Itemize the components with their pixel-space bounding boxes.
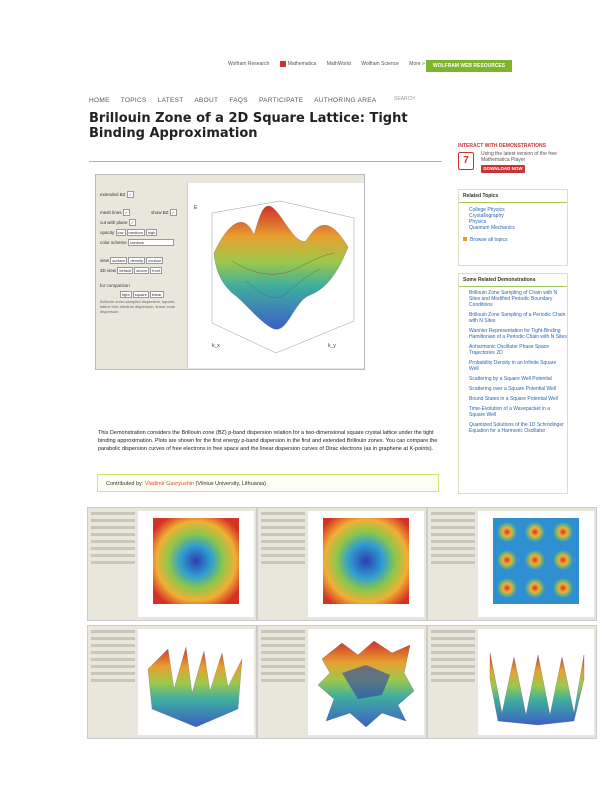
- related-demo-link[interactable]: Scattering by a Square Well Potential: [469, 376, 552, 382]
- view-density-button[interactable]: density: [130, 258, 144, 263]
- top-link-wolfram-science[interactable]: Wolfram Science: [361, 61, 399, 68]
- related-demonstrations-box: [458, 273, 568, 494]
- related-demos-heading: Some Related Demonstrations: [459, 274, 567, 287]
- nav-topics[interactable]: TOPICS: [120, 97, 147, 104]
- compare-note: Brillouin zone-sampled dispersion, square-lattice free-electron dispersion, linear cone dispersion: [100, 299, 176, 314]
- snapshot-thumbnail-6[interactable]: [427, 625, 597, 739]
- snapshot-thumbnail-5[interactable]: [257, 625, 427, 739]
- opacity-low-button[interactable]: low: [117, 230, 124, 235]
- contributed-by: [97, 474, 439, 492]
- nav-home[interactable]: HOME: [89, 97, 110, 104]
- axis-label-kx: k_x: [212, 343, 220, 349]
- search-input[interactable]: SEARCH: [394, 96, 415, 102]
- nav-about[interactable]: ABOUT: [194, 97, 219, 104]
- page-title: Brillouin Zone of a 2D Square Lattice: Tight Binding Approximation: [89, 111, 408, 141]
- interact-promo: [458, 143, 564, 178]
- viewpoint-control: 3D view default above front: [100, 268, 161, 273]
- title-divider: [89, 161, 442, 162]
- thumb-controls: [431, 630, 475, 686]
- viewpoint-above-button[interactable]: above: [136, 268, 148, 273]
- author-link[interactable]: Vladimir Gavryushin: [144, 481, 195, 487]
- contributed-label: Contributed by:: [106, 481, 144, 487]
- thumb-controls: [91, 512, 135, 568]
- snapshot-thumbnail-4[interactable]: [87, 625, 257, 739]
- top-link-mathworld[interactable]: MathWorld: [326, 61, 351, 68]
- download-now-button[interactable]: DOWNLOAD NOW: [481, 165, 525, 173]
- interact-text: Using the latest version of the free Mathematica Player: [481, 151, 557, 163]
- topic-link[interactable]: Quantum Mechanics: [469, 225, 515, 231]
- opacity-high-button[interactable]: high: [147, 230, 156, 235]
- viewpoint-front-button[interactable]: front: [152, 268, 161, 273]
- snapshot-thumbnail-3[interactable]: [427, 507, 597, 621]
- surface-plot-6: [478, 629, 594, 735]
- wolfram-web-resources-button[interactable]: WOLFRAM WEB RESOURCES: [426, 60, 512, 72]
- compare-control: [120, 291, 165, 298]
- dispersion-surface-svg: [188, 183, 364, 368]
- view-contour-button[interactable]: contour: [148, 258, 162, 263]
- viewpoint-default-button[interactable]: default: [119, 268, 132, 273]
- compare-tight-button[interactable]: tight: [122, 292, 130, 297]
- thumb-plot: [308, 629, 424, 735]
- opacity-medium-button[interactable]: medium: [128, 230, 143, 235]
- thumb-controls: [261, 630, 305, 686]
- related-demo-link[interactable]: Quantized Solutions of the 1D Schrödinger Equation for a Harmonic Oscillator: [469, 422, 564, 434]
- related-demo-link[interactable]: Scattering over a Square Potential Well: [469, 386, 557, 392]
- interact-heading: INTERACT WITH DEMONSTRATIONS: [458, 143, 546, 149]
- thumb-controls: [261, 512, 305, 568]
- nav-latest[interactable]: LATEST: [157, 97, 184, 104]
- main-nav: [89, 97, 385, 104]
- compare-label: for comparison: [100, 283, 130, 288]
- mesh-control: mesh lines ✓: [100, 210, 129, 215]
- wolfram-top-links: [228, 61, 434, 67]
- view-surface-button[interactable]: surface: [112, 258, 126, 263]
- thumb-plot: [138, 629, 254, 735]
- nav-faqs[interactable]: FAQS: [229, 97, 248, 104]
- topic-link[interactable]: College Physics: [469, 207, 505, 213]
- snapshot-thumbnail-2[interactable]: [257, 507, 427, 621]
- surface-plot-5: [308, 629, 424, 735]
- topic-link[interactable]: Physics: [469, 219, 487, 225]
- mesh-checkbox[interactable]: ✓: [124, 210, 129, 215]
- density-plot-2: [323, 518, 409, 604]
- snapshot-thumbnail-1[interactable]: [87, 507, 257, 621]
- nav-participate[interactable]: PARTICIPATE: [259, 97, 304, 104]
- player-version-icon: 7: [458, 152, 474, 170]
- thumb-plot: [478, 629, 594, 735]
- related-demo-link[interactable]: Brillouin Zone Sampling of Chain with N Sites and Modified Periodic Boundary Conditions: [469, 290, 558, 308]
- related-demo-link[interactable]: Probability Density in an Infinite Square Well: [469, 360, 557, 372]
- topic-link[interactable]: Crystallography: [469, 213, 504, 219]
- cut-plane-control: cut with plane ✓: [100, 220, 135, 225]
- compare-linear-button[interactable]: linear: [151, 292, 162, 297]
- thumb-plot: [478, 511, 594, 617]
- top-link-more[interactable]: More »: [409, 61, 425, 68]
- mathematica-icon: [280, 61, 286, 67]
- related-demo-link[interactable]: Time-Evolution of a Wavepacket in a Square Well: [469, 406, 551, 418]
- density-plot-3: [493, 518, 579, 604]
- density-plot-1: [153, 518, 239, 604]
- related-topics-box: [458, 189, 568, 266]
- thumb-plot: [138, 511, 254, 617]
- thumb-controls: [91, 630, 135, 686]
- dispersion-plot[interactable]: [187, 183, 364, 368]
- author-affiliation: (Vilnius University, Lithuania): [195, 481, 267, 487]
- related-topics-heading: Related Topics: [459, 190, 567, 203]
- axis-label-ky: k_y: [328, 343, 336, 349]
- related-demo-link[interactable]: Bound States in a Square Potential Well: [469, 396, 558, 402]
- browse-icon: [463, 237, 467, 241]
- show-bz-control: show BZ ✓: [151, 210, 176, 215]
- nav-authoring-area[interactable]: AUTHORING AREA: [314, 97, 377, 104]
- checkbox[interactable]: ✓: [128, 192, 133, 197]
- compare-square-button[interactable]: square: [134, 292, 147, 297]
- related-demo-link[interactable]: Brillouin Zone Sampling of a Periodic Chain with N Sites: [469, 312, 566, 324]
- thumb-plot: [308, 511, 424, 617]
- opacity-control: opacity low medium high: [100, 230, 156, 235]
- view-control: view surface density contour: [100, 258, 162, 263]
- color-scheme-select[interactable]: rainbow: [128, 239, 174, 246]
- extended-bz-control[interactable]: extended BZ ✓: [100, 192, 133, 197]
- top-link-wolfram-research[interactable]: Wolfram Research: [228, 61, 270, 68]
- thumb-controls: [431, 512, 475, 568]
- show-bz-checkbox[interactable]: ✓: [171, 210, 176, 215]
- top-link-mathematica[interactable]: Mathematica: [280, 61, 317, 67]
- demo-description: This Demonstration considers the Brillouin zone (BZ) p-band dispersion relation for a two-dimensional square crystal lattice under the tight binding approximation. Plots are shown for the first energy p-band dispersion in the first and extended Brillouin zones. You can compare the parabolic dispersion curves of free electrons in free space and the linear dispersion curves of Dirac electrons (as in graphene at K-points).: [98, 430, 438, 452]
- related-demo-link[interactable]: Wannier Representation for Tight-Binding Hamiltonian of a Periodic Chain with N Sites: [469, 328, 567, 340]
- axis-label-e: E: [194, 205, 198, 211]
- cut-plane-checkbox[interactable]: ✓: [130, 220, 135, 225]
- browse-all-topics-link[interactable]: Browse all topics: [459, 237, 567, 243]
- surface-plot-4: [138, 629, 254, 735]
- related-demo-link[interactable]: Anharmonic Oscillator Phase Space Trajectories 2D: [469, 344, 550, 356]
- color-scheme-control: color scheme rainbow: [100, 239, 175, 246]
